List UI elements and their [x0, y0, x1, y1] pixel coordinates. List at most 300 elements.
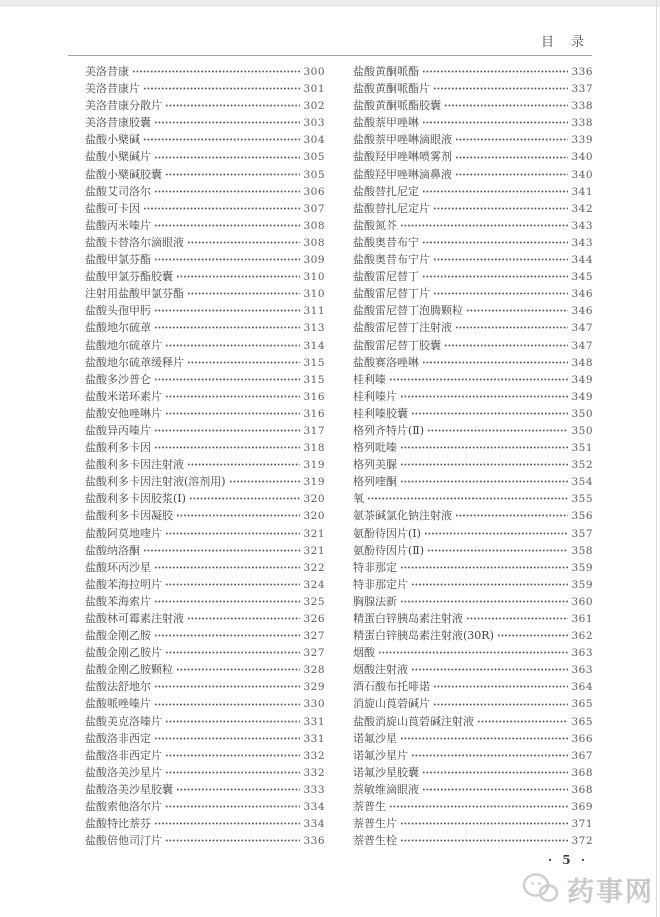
- toc-entry-title: 盐酸黄酮哌酯: [353, 65, 419, 78]
- toc-entry-title: 美洛昔康分散片: [85, 99, 162, 113]
- toc-entry-page: 320: [303, 510, 325, 523]
- toc-entry: [85, 644, 325, 661]
- toc-entry: [353, 268, 593, 285]
- toc-entry-title: 盐酸环丙沙星: [85, 560, 151, 574]
- toc-entry-title: 诺氟沙星胶囊: [353, 765, 419, 779]
- toc-entry: [85, 422, 325, 439]
- toc-entry: [353, 337, 593, 354]
- toc-leader-dots: [154, 633, 300, 638]
- toc-leader-dots: [176, 667, 300, 672]
- toc-entry: [85, 166, 325, 183]
- toc-leader-dots: [165, 394, 300, 399]
- toc-leader-dots: [389, 377, 568, 382]
- toc-entry: [353, 559, 593, 576]
- toc-entry: [85, 627, 325, 644]
- toc-entry-page: 305: [303, 151, 325, 164]
- toc-leader-dots: [165, 531, 300, 536]
- toc-entry-page: 316: [303, 390, 325, 403]
- toc-leader-dots: [154, 736, 300, 741]
- toc-entry-page: 332: [303, 766, 325, 779]
- toc-entry: [353, 678, 593, 695]
- toc-entry-page: 365: [571, 698, 593, 711]
- toc-leader-dots: [189, 496, 300, 501]
- toc-entry-page: 342: [571, 202, 593, 215]
- toc-entry-title: 精蛋白锌胰岛素注射液: [353, 612, 463, 625]
- toc-entry: [85, 217, 325, 234]
- toc-entry-page: 350: [571, 407, 593, 420]
- toc-entry-page: 311: [303, 305, 325, 318]
- toc-entry: [353, 148, 593, 165]
- toc-leader-dots: [143, 86, 300, 91]
- toc-entry: [353, 507, 593, 524]
- toc-entry-page: 324: [303, 578, 325, 591]
- toc-entry-page: 359: [571, 561, 593, 574]
- toc-entry: [353, 354, 593, 371]
- toc-entry: [85, 695, 325, 712]
- toc-entry-page: 372: [571, 835, 593, 848]
- toc-entry-title: 盐酸利多卡因注射液: [85, 458, 184, 472]
- toc-entry-page: 336: [303, 835, 325, 848]
- toc-leader-dots: [444, 103, 568, 108]
- toc-leader-dots: [477, 719, 568, 724]
- toc-leader-dots: [433, 291, 568, 296]
- toc-entry-title: 萘敏维滴眼液: [353, 782, 419, 796]
- toc-entry-page: 363: [571, 647, 593, 660]
- toc-entry-page: 347: [571, 322, 593, 335]
- toc-entry: [353, 200, 593, 217]
- toc-entry-page: 315: [303, 373, 325, 386]
- toc-entry: [85, 559, 325, 576]
- toc-entry-page: 364: [571, 681, 593, 694]
- toc-entry-title: 烟酸注射液: [353, 663, 408, 677]
- toc-leader-dots: [187, 360, 300, 365]
- toc-leader-dots: [455, 513, 568, 518]
- toc-entry-title: 盐酸洛美沙星胶囊: [85, 782, 173, 796]
- toc-entry-page: 355: [571, 493, 593, 506]
- toc-entry-page: 338: [571, 117, 593, 130]
- toc-entry-title: 注射用盐酸甲氯芬酯: [85, 287, 184, 301]
- toc-entry: [85, 302, 325, 319]
- toc-entry: [85, 764, 325, 781]
- toc-entry-title: 盐酸小檗碱片: [85, 150, 151, 164]
- toc-entry-title: 美洛昔康: [85, 65, 129, 78]
- toc-leader-dots: [422, 189, 568, 194]
- toc-entry: [353, 730, 593, 747]
- toc-entry: [85, 97, 325, 114]
- toc-entry-title: 盐酸利多卡因胶浆(Ⅰ): [85, 492, 186, 506]
- toc-leader-dots: [165, 103, 300, 108]
- toc-entry-title: 盐酸纳洛酮: [85, 543, 140, 557]
- toc-entry: [353, 593, 593, 610]
- toc-leader-dots: [132, 69, 300, 74]
- toc-leader-dots: [165, 172, 300, 177]
- toc-entry-page: 304: [303, 134, 325, 147]
- toc-entry-title: 盐酸苯海拉明片: [85, 577, 162, 591]
- toc-entry-page: 310: [303, 271, 325, 284]
- toc-entry-title: 盐酸倍他司汀片: [85, 834, 162, 848]
- toc-entry: [85, 200, 325, 217]
- toc-entry-title: 盐酸利多卡因: [85, 441, 151, 455]
- toc-entry-page: 305: [303, 168, 325, 181]
- toc-entry-page: 347: [571, 339, 593, 352]
- toc-leader-dots: [176, 787, 300, 792]
- toc-entry-page: 338: [571, 100, 593, 113]
- toc-entry: [353, 781, 593, 798]
- toc-entry-title: 盐酸羟甲唑啉喷雾剂: [353, 150, 452, 164]
- toc-leader-dots: [433, 86, 568, 91]
- toc-entry: [85, 337, 325, 354]
- toc-leader-dots: [143, 206, 300, 211]
- toc-leader-dots: [154, 684, 300, 689]
- toc-entry-title: 消旋山莨菪碱片: [353, 697, 430, 711]
- toc-entry: [85, 405, 325, 422]
- toc-entry-title: 氨茶碱氯化钠注射液: [353, 509, 452, 523]
- toc-entry-page: 329: [303, 681, 325, 694]
- toc-entry-page: 328: [303, 664, 325, 677]
- toc-leader-dots: [165, 770, 300, 775]
- toc-entry-page: 321: [303, 544, 325, 557]
- toc-leader-dots: [400, 445, 568, 450]
- toc-leader-dots: [422, 770, 568, 775]
- toc-entry: [353, 525, 593, 542]
- toc-entry-page: 343: [571, 219, 593, 232]
- toc-entry: [85, 747, 325, 764]
- toc-entry: [353, 661, 593, 678]
- toc-entry-title: 盐酸多沙普仑: [85, 372, 151, 386]
- toc-entry-title: 格列美脲: [353, 458, 397, 472]
- toc-entry-page: 350: [571, 424, 593, 437]
- toc-entry-page: 349: [571, 390, 593, 403]
- toc-entry: [353, 114, 593, 131]
- toc-entry-page: 325: [303, 595, 325, 608]
- toc-leader-dots: [400, 223, 568, 228]
- toc-entry: [85, 525, 325, 542]
- toc-leader-dots: [143, 137, 300, 142]
- toc-leader-dots: [165, 804, 300, 809]
- toc-entry: [353, 371, 593, 388]
- toc-entry-title: 盐酸卡替洛尔滴眼液: [85, 235, 184, 249]
- toc-entry-title: 盐酸雷尼替丁泡腾颗粒: [353, 304, 463, 318]
- toc-entry-page: 371: [571, 818, 593, 831]
- toc-entry-page: 343: [571, 236, 593, 249]
- toc-entry-page: 308: [303, 219, 325, 232]
- toc-entry: [85, 593, 325, 610]
- toc-leader-dots: [444, 343, 568, 348]
- toc-entry-title: 特非那定片: [353, 577, 408, 591]
- toc-leader-dots: [400, 838, 568, 843]
- toc-entry: [353, 764, 593, 781]
- toc-entry: [353, 439, 593, 456]
- toc-leader-dots: [154, 257, 300, 262]
- toc-entry-title: 萘普生栓: [353, 834, 397, 848]
- toc-entry-page: 336: [571, 66, 593, 78]
- toc-entry-page: 357: [571, 527, 593, 540]
- toc-entry: [353, 832, 593, 849]
- toc-entry-title: 精蛋白锌胰岛素注射液(30R): [353, 629, 494, 643]
- toc-entry-title: 盐酸地尔硫䓬: [85, 321, 151, 335]
- toc-entry: [85, 183, 325, 200]
- toc-entry-page: 309: [303, 254, 325, 267]
- toc-entry-page: 314: [303, 339, 325, 352]
- toc-leader-dots: [165, 343, 300, 348]
- toc-leader-dots: [422, 360, 568, 365]
- toc-entry-title: 盐酸洛美沙星片: [85, 765, 162, 779]
- toc-leader-dots: [422, 787, 568, 792]
- toc-leader-dots: [400, 394, 568, 399]
- watermark: [522, 870, 654, 909]
- toc-entry: [85, 507, 325, 524]
- toc-entry-title: 盐酸地尔硫䓬片: [85, 338, 162, 352]
- toc-entry-title: 盐酸洛非西定: [85, 731, 151, 745]
- toc-entry: [85, 371, 325, 388]
- toc-entry-page: 333: [303, 783, 325, 796]
- toc-leader-dots: [154, 223, 300, 228]
- toc-entry-page: 330: [303, 698, 325, 711]
- toc-entry-page: 327: [303, 630, 325, 643]
- toc-entry: [85, 661, 325, 678]
- toc-entry-title: 盐酸奥昔布宁片: [353, 253, 430, 267]
- toc-entry-page: 361: [571, 613, 593, 625]
- toc-entry-page: 307: [303, 202, 325, 215]
- toc-leader-dots: [154, 120, 300, 125]
- toc-entry-page: 352: [571, 459, 593, 472]
- toc-entry: [353, 131, 593, 148]
- toc-entry: [85, 285, 325, 302]
- toc-entry: [85, 388, 325, 405]
- toc-entry: [353, 80, 593, 97]
- toc-entry-page: 349: [571, 373, 593, 386]
- toc-entry-page: 334: [303, 818, 325, 831]
- toc-entry-title: 盐酸甲氯芬酯: [85, 253, 151, 267]
- toc-entry-title: 盐酸金刚乙胺片: [85, 646, 162, 660]
- toc-entry-title: 盐酸异丙嗪片: [85, 423, 151, 437]
- toc-leader-dots: [424, 531, 568, 536]
- toc-entry: [85, 63, 325, 80]
- toc-entry-title: 盐酸金刚乙胺: [85, 629, 151, 643]
- toc-leader-dots: [154, 445, 300, 450]
- toc-leader-dots: [400, 479, 568, 484]
- toc-entry: [353, 798, 593, 815]
- toc-entry-page: 327: [303, 647, 325, 660]
- toc-entry: [353, 473, 593, 490]
- toc-entry-title: 盐酸雷尼替丁注射液: [353, 321, 452, 335]
- toc-leader-dots: [427, 428, 568, 433]
- toc-leader-dots: [422, 120, 568, 125]
- toc-entry-page: 303: [303, 117, 325, 130]
- toc-container: [85, 63, 593, 849]
- toc-entry: [353, 97, 593, 114]
- toc-leader-dots: [367, 496, 568, 501]
- toc-entry-page: 348: [571, 356, 593, 369]
- toc-entry-page: 319: [303, 459, 325, 472]
- toc-leader-dots: [165, 582, 300, 587]
- toc-entry-title: 盐酸特比萘芬: [85, 817, 151, 831]
- toc-leader-dots: [187, 462, 300, 467]
- toc-entry-title: 盐酸利多卡因注射液(溶剂用): [85, 475, 226, 489]
- toc-leader-dots: [154, 325, 300, 330]
- toc-entry-page: 369: [571, 801, 593, 814]
- toc-entry: [353, 388, 593, 405]
- toc-leader-dots: [411, 753, 568, 758]
- toc-entry-title: 盐酸地尔硫䓬缓释片: [85, 355, 184, 369]
- watermark-label: 药事网: [567, 877, 654, 908]
- page-number: · 5 ·: [547, 853, 588, 867]
- toc-leader-dots: [165, 719, 300, 724]
- toc-entry: [85, 456, 325, 473]
- toc-entry-title: 盐酸阿莫地喹片: [85, 526, 162, 540]
- toc-leader-dots: [455, 325, 568, 330]
- toc-entry: [85, 610, 325, 627]
- toc-entry-title: 盐酸小檗碱胶囊: [85, 167, 162, 181]
- toc-leader-dots: [154, 189, 300, 194]
- toc-leader-dots: [187, 291, 300, 296]
- toc-entry: [85, 473, 325, 490]
- toc-entry: [353, 285, 593, 302]
- toc-entry-title: 烟酸: [353, 646, 375, 660]
- toc-entry-title: 盐酸羟甲唑啉滴鼻液: [353, 167, 452, 181]
- toc-entry-page: 331: [303, 715, 325, 728]
- toc-entry-title: 盐酸黄酮哌酯片: [353, 82, 430, 96]
- toc-entry: [353, 713, 593, 730]
- toc-entry: [85, 781, 325, 798]
- toc-leader-dots: [422, 240, 568, 245]
- toc-entry-page: 359: [571, 578, 593, 591]
- toc-leader-dots: [455, 155, 568, 160]
- toc-entry: [353, 251, 593, 268]
- toc-entry-title: 盐酸利多卡因凝胶: [85, 509, 173, 523]
- toc-entry-title: 格列喹酮: [353, 475, 397, 489]
- toc-entry-page: 316: [303, 407, 325, 420]
- toc-entry-title: 盐酸黄酮哌酯胶囊: [353, 99, 441, 113]
- toc-entry: [353, 405, 593, 422]
- toc-entry: [353, 627, 593, 644]
- toc-entry-page: 313: [303, 322, 325, 335]
- toc-leader-dots: [154, 155, 300, 160]
- toc-column-right: [353, 63, 593, 849]
- page-right-edge: [656, 0, 657, 917]
- toc-leader-dots: [400, 565, 568, 570]
- toc-entry-title: 桂利嗪片: [353, 389, 397, 403]
- toc-leader-dots: [187, 616, 300, 621]
- toc-entry: [85, 678, 325, 695]
- toc-entry-title: 盐酸小檗碱: [85, 133, 140, 147]
- toc-entry-title: 诺氟沙星: [353, 731, 397, 745]
- toc-entry-page: 344: [571, 254, 593, 267]
- toc-entry-page: 367: [571, 749, 593, 762]
- header-divider: [68, 55, 592, 56]
- toc-entry: [85, 234, 325, 251]
- toc-leader-dots: [165, 838, 300, 843]
- toc-entry-page: 300: [303, 66, 325, 78]
- toc-column-left: [85, 63, 325, 849]
- toc-entry-page: 319: [303, 476, 325, 489]
- toc-leader-dots: [466, 308, 568, 313]
- toc-entry-page: 308: [303, 236, 325, 249]
- toc-leader-dots: [176, 274, 300, 279]
- toc-entry-title: 萘普生: [353, 800, 386, 814]
- toc-entry-title: 盐酸丙米嗪片: [85, 218, 151, 232]
- toc-entry: [85, 730, 325, 747]
- toc-entry: [353, 63, 593, 80]
- toc-entry-title: 格列齐特片(Ⅱ): [353, 423, 425, 437]
- toc-entry-page: 360: [571, 595, 593, 608]
- toc-entry-page: 366: [571, 732, 593, 745]
- toc-entry-title: 盐酸消旋山莨菪碱注射液: [353, 714, 474, 728]
- toc-entry-page: 306: [303, 185, 325, 198]
- toc-entry-page: 354: [571, 476, 593, 489]
- toc-entry-page: 322: [303, 561, 325, 574]
- toc-entry-title: 盐酸法舒地尔: [85, 680, 151, 694]
- toc-leader-dots: [433, 684, 568, 689]
- page-title: 目 录: [540, 35, 586, 50]
- toc-leader-dots: [433, 702, 568, 707]
- toc-entry-page: 315: [303, 356, 325, 369]
- toc-entry-title: 酒石酸布托啡诺: [353, 680, 430, 694]
- toc-entry-page: 351: [571, 442, 593, 455]
- toc-entry: [85, 131, 325, 148]
- toc-entry: [85, 114, 325, 131]
- toc-entry: [85, 576, 325, 593]
- toc-entry-page: 332: [303, 749, 325, 762]
- toc-entry-title: 盐酸萘甲唑啉滴眼液: [353, 133, 452, 147]
- toc-entry-title: 盐酸头孢甲肟: [85, 304, 151, 318]
- toc-entry-page: 345: [571, 271, 593, 284]
- toc-leader-dots: [187, 240, 300, 245]
- toc-entry-page: 368: [571, 766, 593, 779]
- toc-entry-title: 盐酸林可霉素注射液: [85, 612, 184, 625]
- toc-entry-title: 盐酸雷尼替丁胶囊: [353, 338, 441, 352]
- toc-entry-page: 346: [571, 305, 593, 318]
- toc-entry: [85, 713, 325, 730]
- toc-entry-page: 326: [303, 613, 325, 625]
- toc-entry-page: 340: [571, 168, 593, 181]
- toc-leader-dots: [400, 599, 568, 604]
- toc-entry-title: 特非那定: [353, 560, 397, 574]
- toc-entry-title: 盐酸索他洛尔片: [85, 800, 162, 814]
- toc-entry-page: 368: [571, 783, 593, 796]
- toc-entry: [353, 644, 593, 661]
- toc-leader-dots: [154, 821, 300, 826]
- toc-entry-title: 盐酸米诺环素片: [85, 389, 162, 403]
- toc-leader-dots: [427, 548, 568, 553]
- toc-leader-dots: [411, 411, 568, 416]
- toc-entry: [85, 832, 325, 849]
- toc-entry: [353, 490, 593, 507]
- toc-entry: [85, 542, 325, 559]
- toc-entry: [353, 815, 593, 832]
- toc-entry-page: 363: [571, 664, 593, 677]
- toc-entry: [85, 80, 325, 97]
- toc-entry-page: 331: [303, 732, 325, 745]
- toc-entry-page: 321: [303, 527, 325, 540]
- toc-entry: [353, 234, 593, 251]
- toc-entry: [353, 695, 593, 712]
- toc-entry: [85, 148, 325, 165]
- toc-entry-title: 桂利嗪胶囊: [353, 406, 408, 420]
- toc-entry-title: 格列吡嗪: [353, 441, 397, 455]
- toc-leader-dots: [154, 565, 300, 570]
- toc-entry-title: 盐酸雷尼替丁: [353, 270, 419, 284]
- toc-entry: [85, 354, 325, 371]
- toc-entry: [85, 439, 325, 456]
- toc-entry-title: 氨酚待因片(Ⅱ): [353, 543, 425, 557]
- toc-entry-title: 桂利嗪: [353, 372, 386, 386]
- toc-entry: [85, 815, 325, 832]
- toc-leader-dots: [165, 650, 300, 655]
- toc-entry-title: 美洛昔康胶囊: [85, 116, 151, 130]
- toc-leader-dots: [455, 172, 568, 177]
- toc-entry-page: 358: [571, 544, 593, 557]
